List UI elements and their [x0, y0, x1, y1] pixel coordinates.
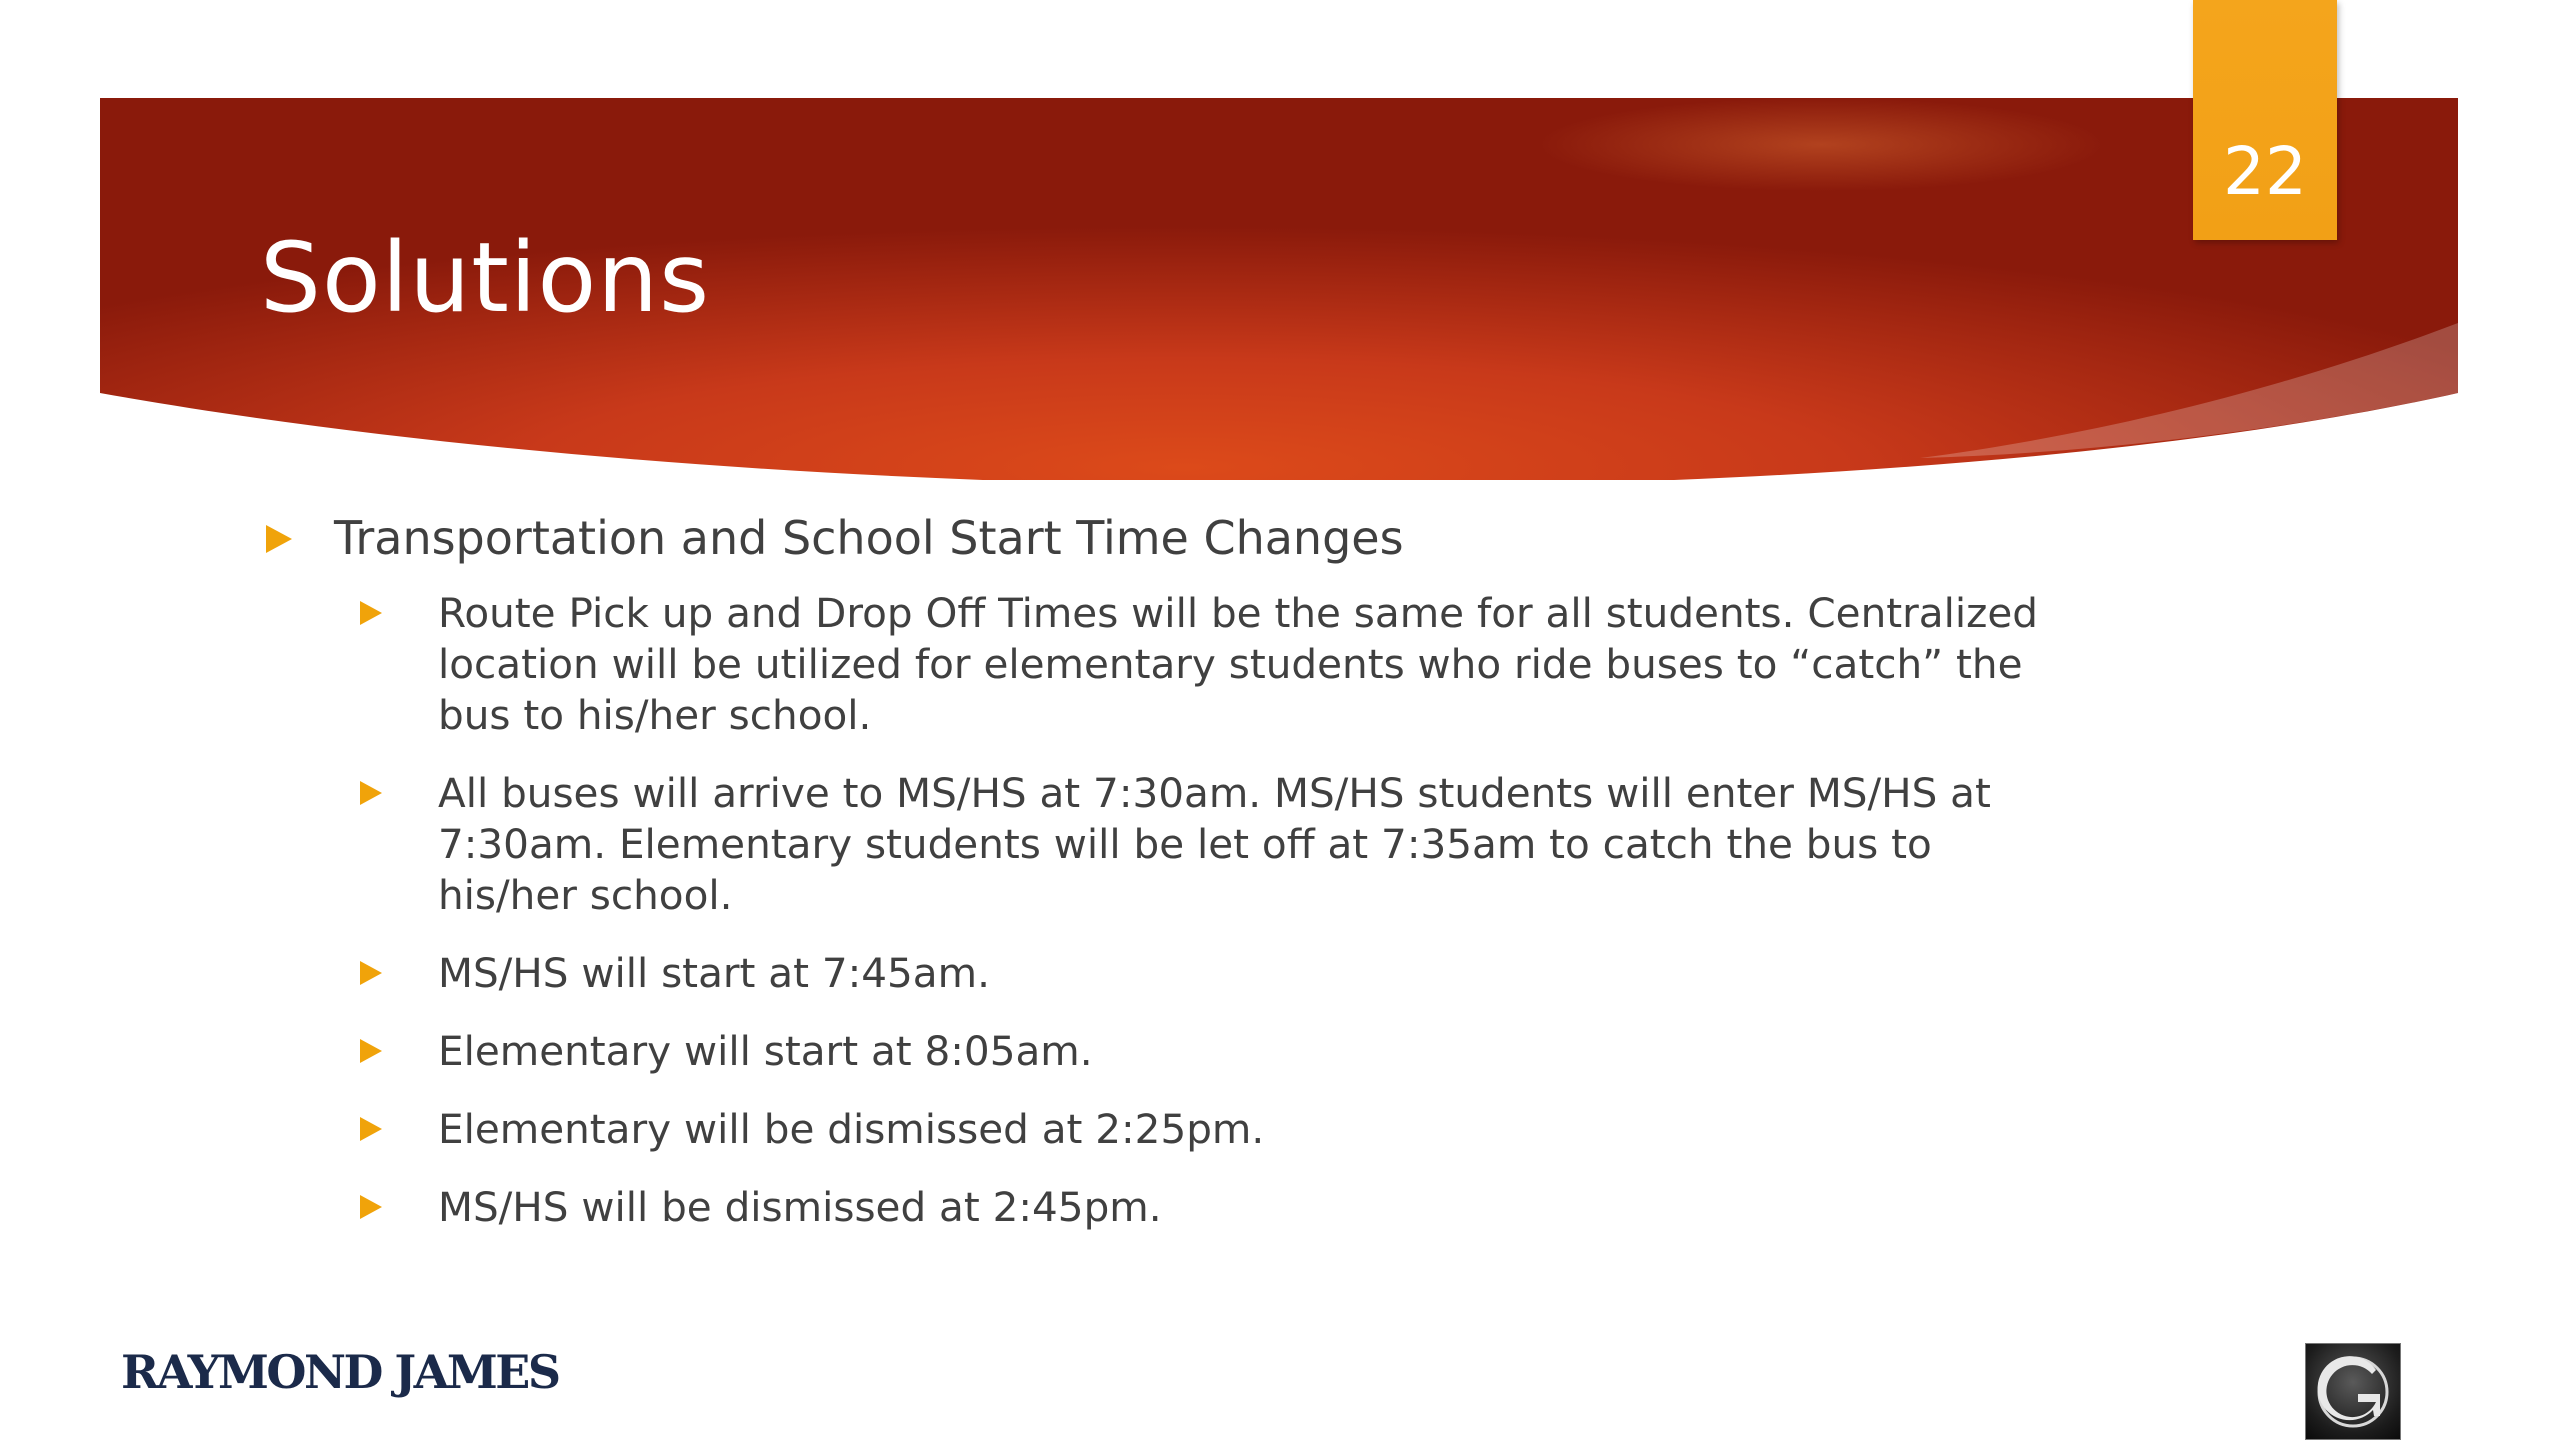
list-item-text: All buses will arrive to MS/HS at 7:30am. MS/HS students will enter MS/HS at 7:30am. Elementary students will be let off at 7:35am to catch the bus to his/her school.	[438, 769, 1991, 919]
triangle-bullet-icon	[266, 525, 292, 553]
g-logo-graphic	[2306, 1344, 2400, 1439]
triangle-bullet-icon	[360, 1039, 382, 1063]
triangle-bullet-icon	[360, 1195, 382, 1219]
list-item	[356, 768, 2058, 921]
list-item	[356, 948, 2058, 999]
list-item-text: Elementary will start at 8:05am.	[438, 1027, 1093, 1075]
list-item	[356, 1026, 2058, 1077]
triangle-bullet-icon	[360, 961, 382, 985]
page-number: 22	[2223, 133, 2307, 210]
list-item	[356, 588, 2058, 741]
list-item-text: MS/HS will start at 7:45am.	[438, 949, 990, 997]
g-logo-icon	[2305, 1343, 2401, 1440]
triangle-bullet-icon	[360, 601, 382, 625]
triangle-bullet-icon	[360, 781, 382, 805]
list-item-text: MS/HS will be dismissed at 2:45pm.	[438, 1183, 1162, 1231]
list-item	[356, 1182, 2058, 1233]
bullet-heading	[262, 508, 2062, 568]
page-number-tab	[2193, 0, 2337, 240]
bullet-heading-text: Transportation and School Start Time Changes	[334, 511, 1404, 565]
list-item-text: Route Pick up and Drop Off Times will be the same for all students. Centralized location will be utilized for elementary students who ride buses to “catch” the bus to his/her school.	[438, 589, 2038, 739]
slide-body	[262, 508, 2062, 1260]
list-item-text: Elementary will be dismissed at 2:25pm.	[438, 1105, 1265, 1153]
list-item	[356, 1104, 2058, 1155]
raymond-james-logo: RAYMOND JAMES	[121, 1345, 559, 1399]
slide-title: Solutions	[260, 222, 711, 334]
triangle-bullet-icon	[360, 1117, 382, 1141]
